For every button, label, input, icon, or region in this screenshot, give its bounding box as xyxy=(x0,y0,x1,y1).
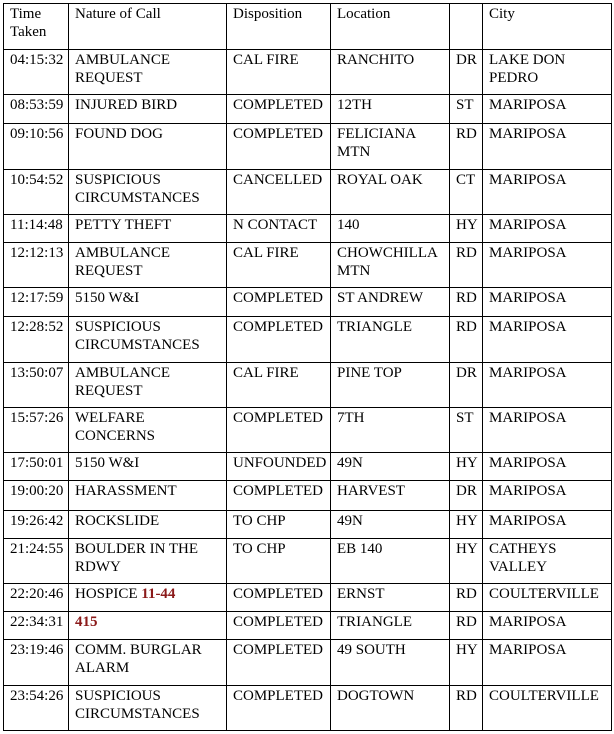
header-location: Location xyxy=(331,4,450,50)
cell-nature xyxy=(69,243,227,288)
cell-suffix: CT xyxy=(450,169,483,214)
cell-location: 49 SOUTH xyxy=(331,640,450,685)
cell-nature xyxy=(69,408,227,453)
cell-city: MARIPOSA xyxy=(483,316,612,362)
cell-city: MARIPOSA xyxy=(483,640,612,685)
cell-location: 7TH xyxy=(331,408,450,453)
cell-disposition: COMPLETED xyxy=(227,640,331,685)
nature-code: 415 xyxy=(75,614,98,631)
cell-time: 12:17:59 xyxy=(4,288,69,316)
cell-disposition: COMPLETED xyxy=(227,288,331,316)
nature-text: HOSPICE xyxy=(75,586,142,603)
table-row xyxy=(4,243,612,288)
cell-disposition: COMPLETED xyxy=(227,95,331,123)
cell-disposition: COMPLETED xyxy=(227,123,331,169)
cell-time: 12:12:13 xyxy=(4,243,69,288)
cell-nature xyxy=(69,640,227,685)
cell-city: MARIPOSA xyxy=(483,453,612,481)
cell-time: 21:24:55 xyxy=(4,538,69,583)
header-time-taken: Time Taken xyxy=(4,4,69,50)
cell-nature xyxy=(69,685,227,730)
nature-text: AMBULANCE REQUEST xyxy=(75,245,171,280)
nature-text: SUSPICIOUS CIRCUMSTANCES xyxy=(75,318,200,353)
cell-disposition: CAL FIRE xyxy=(227,362,331,407)
cell-suffix: RD xyxy=(450,316,483,362)
cell-city: LAKE DON PEDRO xyxy=(483,50,612,95)
cell-time: 12:28:52 xyxy=(4,316,69,362)
cell-time: 19:26:42 xyxy=(4,510,69,538)
cell-time: 22:34:31 xyxy=(4,612,69,640)
cell-time: 10:54:52 xyxy=(4,169,69,214)
cell-nature xyxy=(69,481,227,510)
cell-time: 19:00:20 xyxy=(4,481,69,510)
header-street-suffix xyxy=(450,4,483,50)
cell-disposition: TO CHP xyxy=(227,510,331,538)
cell-city: MARIPOSA xyxy=(483,612,612,640)
cell-nature xyxy=(69,50,227,95)
cell-location: 49N xyxy=(331,453,450,481)
nature-text: COMM. BURGLAR ALARM xyxy=(75,642,202,677)
cell-location: HARVEST xyxy=(331,481,450,510)
cell-city: MARIPOSA xyxy=(483,169,612,214)
cell-suffix: HY xyxy=(450,453,483,481)
cell-location: DOGTOWN xyxy=(331,685,450,730)
cell-suffix: RD xyxy=(450,243,483,288)
cell-nature xyxy=(69,362,227,407)
table-row xyxy=(4,685,612,730)
table-row xyxy=(4,640,612,685)
table-row xyxy=(4,481,612,510)
nature-text: PETTY THEFT xyxy=(75,217,172,234)
nature-text: WELFARE CONCERNS xyxy=(75,410,156,445)
nature-text: AMBULANCE REQUEST xyxy=(75,364,171,399)
cell-nature xyxy=(69,584,227,612)
cell-city: COULTERVILLE xyxy=(483,685,612,730)
table-row xyxy=(4,408,612,453)
table-row xyxy=(4,169,612,214)
table-row xyxy=(4,584,612,612)
cell-suffix: RD xyxy=(450,288,483,316)
table-row xyxy=(4,362,612,407)
cell-disposition: COMPLETED xyxy=(227,612,331,640)
cell-disposition: N CONTACT xyxy=(227,215,331,243)
cell-disposition: COMPLETED xyxy=(227,408,331,453)
table-row xyxy=(4,453,612,481)
cell-nature xyxy=(69,95,227,123)
cell-disposition: TO CHP xyxy=(227,538,331,583)
cell-suffix: ST xyxy=(450,95,483,123)
table-row xyxy=(4,215,612,243)
cell-time: 15:57:26 xyxy=(4,408,69,453)
cell-disposition: CANCELLED xyxy=(227,169,331,214)
cell-city: MARIPOSA xyxy=(483,243,612,288)
cell-city: COULTERVILLE xyxy=(483,584,612,612)
table-row xyxy=(4,50,612,95)
cell-time: 23:54:26 xyxy=(4,685,69,730)
table-row xyxy=(4,538,612,583)
cell-city: MARIPOSA xyxy=(483,362,612,407)
cell-location: RANCHITO xyxy=(331,50,450,95)
cell-disposition: COMPLETED xyxy=(227,584,331,612)
cell-location: 140 xyxy=(331,215,450,243)
cell-location: ST ANDREW xyxy=(331,288,450,316)
cell-suffix: RD xyxy=(450,612,483,640)
cell-nature xyxy=(69,316,227,362)
nature-text: SUSPICIOUS CIRCUMSTANCES xyxy=(75,687,200,722)
cell-suffix: RD xyxy=(450,584,483,612)
call-log-table xyxy=(3,3,612,731)
cell-disposition: CAL FIRE xyxy=(227,50,331,95)
cell-suffix: DR xyxy=(450,50,483,95)
cell-suffix: HY xyxy=(450,538,483,583)
cell-nature xyxy=(69,510,227,538)
cell-suffix: HY xyxy=(450,215,483,243)
cell-city: MARIPOSA xyxy=(483,95,612,123)
table-row xyxy=(4,123,612,169)
cell-time: 08:53:59 xyxy=(4,95,69,123)
nature-text: BOULDER IN THE RDWY xyxy=(75,540,199,575)
cell-nature xyxy=(69,453,227,481)
cell-nature xyxy=(69,123,227,169)
header-city: City xyxy=(483,4,612,50)
nature-text: 5150 W&I xyxy=(75,290,140,307)
cell-location: FELICIANA MTN xyxy=(331,123,450,169)
table-row xyxy=(4,612,612,640)
cell-time: 04:15:32 xyxy=(4,50,69,95)
header-disposition: Disposition xyxy=(227,4,331,50)
table-row xyxy=(4,95,612,123)
cell-time: 22:20:46 xyxy=(4,584,69,612)
cell-suffix: RD xyxy=(450,123,483,169)
table-row xyxy=(4,288,612,316)
cell-disposition: UNFOUNDED xyxy=(227,453,331,481)
cell-location: 12TH xyxy=(331,95,450,123)
cell-location: CHOWCHILLA MTN xyxy=(331,243,450,288)
nature-text: INJURED BIRD xyxy=(75,97,178,114)
cell-location: PINE TOP xyxy=(331,362,450,407)
cell-nature xyxy=(69,215,227,243)
cell-disposition: COMPLETED xyxy=(227,481,331,510)
nature-code: 11-44 xyxy=(141,586,176,603)
cell-nature xyxy=(69,169,227,214)
cell-city: MARIPOSA xyxy=(483,288,612,316)
cell-city: MARIPOSA xyxy=(483,408,612,453)
cell-city: MARIPOSA xyxy=(483,215,612,243)
cell-location: 49N xyxy=(331,510,450,538)
cell-time: 23:19:46 xyxy=(4,640,69,685)
cell-location: TRIANGLE xyxy=(331,316,450,362)
nature-text: 5150 W&I xyxy=(75,455,140,472)
nature-text: ROCKSLIDE xyxy=(75,512,160,529)
cell-city: CATHEYS VALLEY xyxy=(483,538,612,583)
cell-time: 09:10:56 xyxy=(4,123,69,169)
cell-disposition: COMPLETED xyxy=(227,685,331,730)
cell-location: TRIANGLE xyxy=(331,612,450,640)
cell-city: MARIPOSA xyxy=(483,123,612,169)
cell-suffix: DR xyxy=(450,362,483,407)
header-row xyxy=(4,4,612,50)
cell-location: EB 140 xyxy=(331,538,450,583)
table-row xyxy=(4,510,612,538)
cell-suffix: HY xyxy=(450,640,483,685)
cell-city: MARIPOSA xyxy=(483,510,612,538)
cell-location: ERNST xyxy=(331,584,450,612)
cell-city: MARIPOSA xyxy=(483,481,612,510)
cell-disposition: COMPLETED xyxy=(227,316,331,362)
nature-text: HARASSMENT xyxy=(75,483,177,500)
cell-nature xyxy=(69,288,227,316)
cell-nature xyxy=(69,612,227,640)
nature-text: FOUND DOG xyxy=(75,125,163,142)
cell-time: 13:50:07 xyxy=(4,362,69,407)
cell-location: ROYAL OAK xyxy=(331,169,450,214)
cell-suffix: DR xyxy=(450,481,483,510)
header-nature-of-call: Nature of Call xyxy=(69,4,227,50)
cell-suffix: ST xyxy=(450,408,483,453)
cell-nature xyxy=(69,538,227,583)
nature-text: AMBULANCE REQUEST xyxy=(75,52,171,87)
cell-time: 11:14:48 xyxy=(4,215,69,243)
cell-suffix: RD xyxy=(450,685,483,730)
nature-text: SUSPICIOUS CIRCUMSTANCES xyxy=(75,171,200,206)
cell-suffix: HY xyxy=(450,510,483,538)
cell-time: 17:50:01 xyxy=(4,453,69,481)
table-row xyxy=(4,316,612,362)
cell-disposition: CAL FIRE xyxy=(227,243,331,288)
